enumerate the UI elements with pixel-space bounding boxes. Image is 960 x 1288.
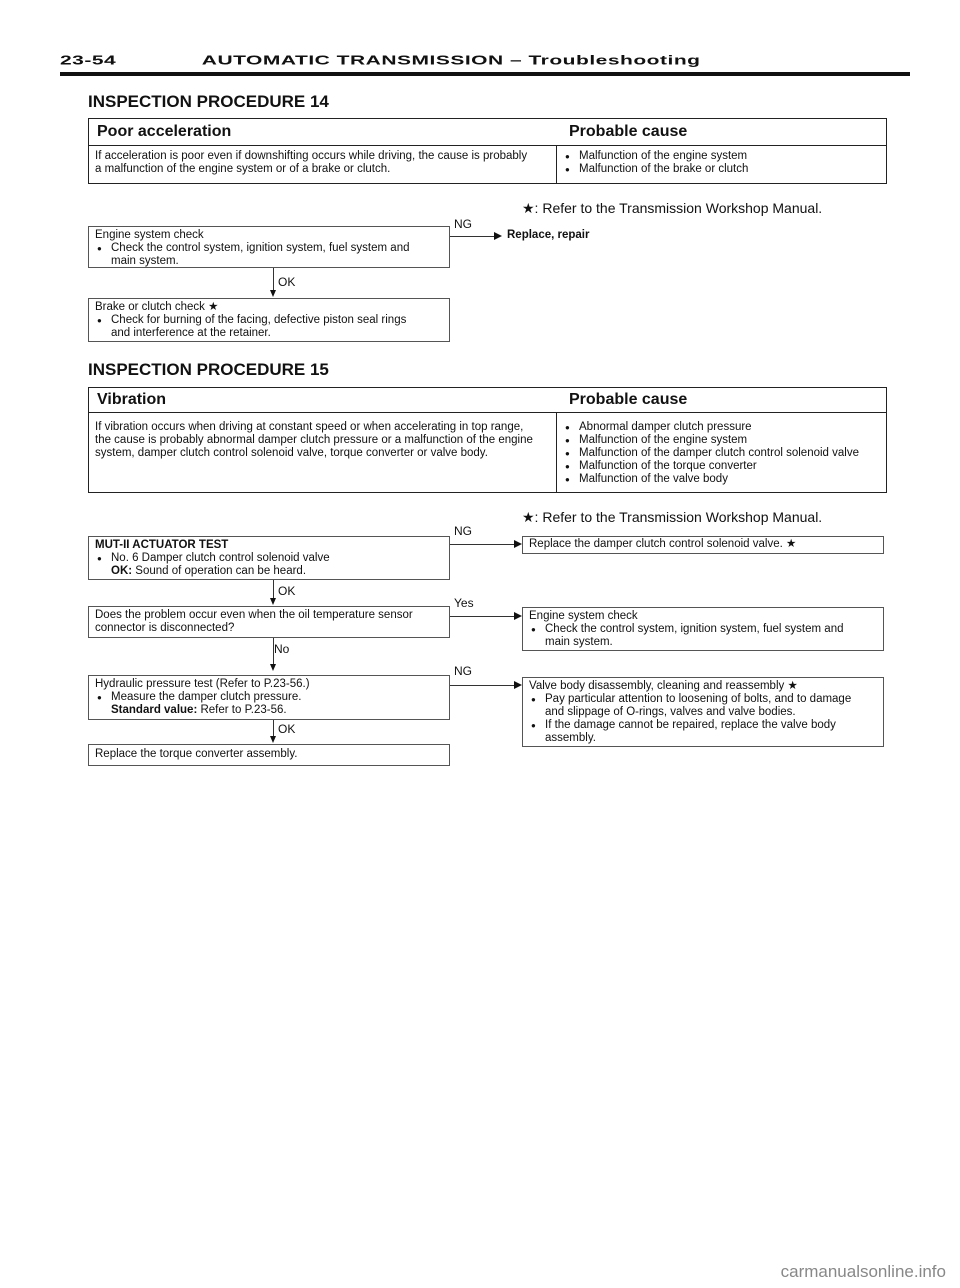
- ng-connector: [450, 685, 516, 686]
- ng-label: NG: [454, 664, 472, 678]
- probable-cause-heading: Probable cause: [569, 391, 688, 408]
- symptom-description: If vibration occurs when driving at constant speed or when accelerating in top range, the cause is probably abnormal damper clutch pressure or a malfunction of the engine system, damper clutch control solenoid valve, torque converter or valve body.: [95, 421, 533, 459]
- list-item: ● Malfunction of the damper clutch control solenoid valve: [563, 447, 859, 460]
- cause-list: [563, 421, 859, 486]
- arrow-down-icon: [270, 736, 276, 743]
- workshop-manual-note: ★: Refer to the Transmission Workshop Manual.: [522, 509, 823, 525]
- symptom-heading: Vibration: [97, 391, 167, 408]
- valve-body-disassembly-box: Valve body disassembly, cleaning and reassembly ★ ● Pay particular attention to loosening of bolts, and to damage and slippage of O-rings, valves and valve bodies. ● If the damage cannot be repaired, replace the valve body assembly.: [522, 677, 884, 747]
- arrow-right-icon: [514, 612, 522, 620]
- engine-system-check-box: Engine system check ● Check the control system, ignition system, fuel system and main system.: [88, 226, 450, 268]
- list-item: ● Malfunction of the valve body: [563, 473, 859, 486]
- brake-clutch-check-box: Brake or clutch check ★ ● Check for burning of the facing, defective piston seal rings and interference at the retainer.: [88, 298, 450, 342]
- table-header: [89, 119, 886, 146]
- ok-connector: [273, 268, 274, 290]
- page-number: 23-54: [60, 53, 117, 68]
- symptom-heading: Poor acceleration: [97, 123, 232, 140]
- arrow-right-icon: [494, 232, 502, 240]
- no-label: No: [274, 642, 290, 656]
- arrow-right-icon: [514, 681, 522, 689]
- list-item: ● Malfunction of the engine system: [563, 150, 748, 163]
- symptom-description: If acceleration is poor even if downshifting occurs while driving, the cause is probably a malfunction of the engine system or of a brake or clutch.: [95, 150, 528, 175]
- ng-label: NG: [454, 217, 472, 231]
- ng-connector: [450, 236, 496, 237]
- probable-cause-heading: Probable cause: [569, 123, 688, 140]
- ok-label: OK: [278, 722, 296, 736]
- procedure-14-table: [88, 118, 887, 184]
- arrow-down-icon: [270, 290, 276, 297]
- oil-temp-sensor-question-box: Does the problem occur even when the oil temperature sensor connector is disconnected?: [88, 606, 450, 638]
- procedure-14-title: INSPECTION PROCEDURE 14: [88, 92, 329, 111]
- engine-system-check-box: Engine system check ● Check the control system, ignition system, fuel system and main system.: [522, 607, 884, 651]
- watermark: carmanualsonline.info: [780, 1262, 946, 1281]
- actuator-test-box: MUT-II ACTUATOR TEST ● No. 6 Damper clutch control solenoid valve OK: Sound of operation can be heard.: [88, 536, 450, 580]
- table-divider: [556, 145, 557, 183]
- arrow-right-icon: [514, 540, 522, 548]
- ng-action: Replace, repair: [507, 229, 590, 241]
- hydraulic-pressure-test-box: Hydraulic pressure test (Refer to P.23-56.) ● Measure the damper clutch pressure. Standard value: Refer to P.23-56.: [88, 675, 450, 720]
- replace-torque-converter-box: Replace the torque converter assembly.: [88, 744, 450, 766]
- procedure-15-table: [88, 387, 887, 493]
- workshop-manual-note: ★: Refer to the Transmission Workshop Manual.: [522, 200, 823, 216]
- yes-connector: [450, 616, 516, 617]
- yes-label: Yes: [454, 596, 474, 610]
- header-rule: [60, 72, 910, 76]
- ng-label: NG: [454, 524, 472, 538]
- list-item: ● Malfunction of the brake or clutch: [563, 163, 748, 176]
- cause-list: [563, 150, 748, 176]
- arrow-down-icon: [270, 598, 276, 605]
- page-header: [60, 54, 900, 68]
- ng-connector: [450, 544, 516, 545]
- list-item: ● Malfunction of the engine system: [563, 434, 859, 447]
- arrow-down-icon: [270, 664, 276, 671]
- replace-solenoid-box: Replace the damper clutch control solenoid valve. ★: [522, 536, 884, 554]
- list-item: ● Malfunction of the torque converter: [563, 460, 859, 473]
- chapter-title: AUTOMATIC TRANSMISSION – Troubleshooting: [201, 53, 701, 68]
- table-divider: [556, 412, 557, 492]
- table-header: [89, 388, 886, 413]
- procedure-15-title: INSPECTION PROCEDURE 15: [88, 360, 329, 379]
- ok-label: OK: [278, 584, 296, 598]
- ok-label: OK: [278, 275, 296, 289]
- list-item: ● Abnormal damper clutch pressure: [563, 421, 859, 434]
- ok-connector: [273, 580, 274, 598]
